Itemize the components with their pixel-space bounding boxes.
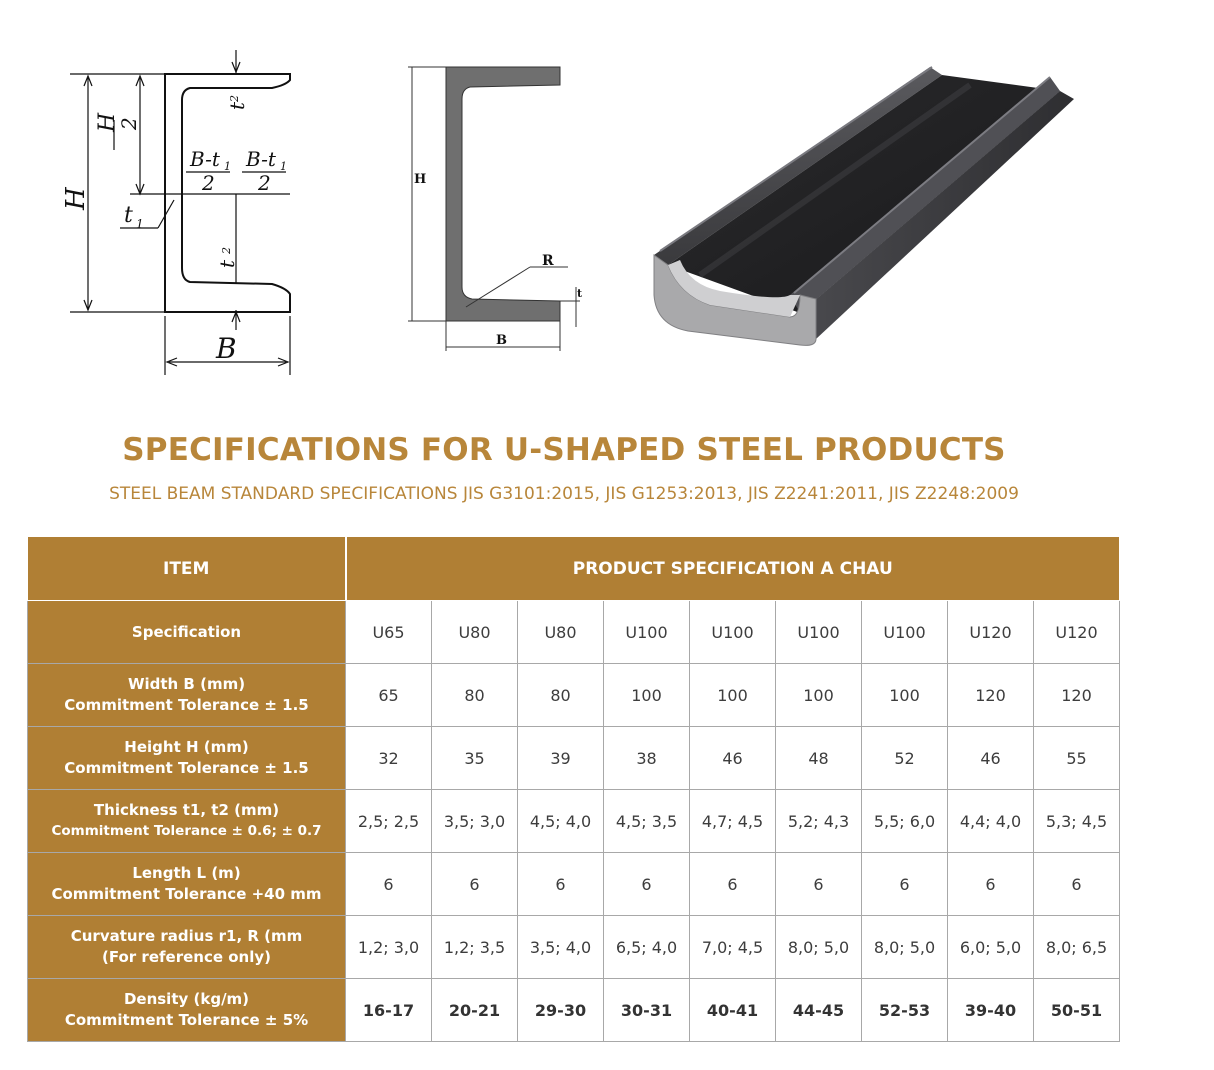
drawing-label-t2-top-sub: 2 [228, 95, 241, 102]
row-label-line2: Commitment Tolerance ± 1.5 [64, 759, 309, 777]
cell-specification-4: U100 [604, 601, 690, 664]
cell-density-7: 52-53 [862, 979, 948, 1042]
row-label-line2: Commitment Tolerance ± 0.6; ± 0.7 [51, 823, 322, 839]
profile-label-t: t [577, 287, 583, 300]
cell-width-1: 65 [346, 664, 432, 727]
cell-height-4: 38 [604, 727, 690, 790]
cell-width-2: 80 [432, 664, 518, 727]
cell-length-1: 6 [346, 853, 432, 916]
cell-specification-7: U100 [862, 601, 948, 664]
row-label-line2: (For reference only) [102, 948, 271, 966]
cell-length-4: 6 [604, 853, 690, 916]
cell-thickness-8: 4,4; 4,0 [948, 790, 1034, 853]
cell-height-1: 32 [346, 727, 432, 790]
drawing-label-t2-bottom: t [215, 259, 239, 268]
cell-height-6: 48 [776, 727, 862, 790]
drawing-label-bt-right-den: 2 [258, 171, 271, 195]
drawing-label-bt-left-sub: 1 [224, 160, 231, 173]
cell-specification-5: U100 [690, 601, 776, 664]
header-item: ITEM [28, 537, 346, 601]
table-header-row [28, 537, 1120, 601]
cell-width-6: 100 [776, 664, 862, 727]
cell-specification-3: U80 [518, 601, 604, 664]
cell-specification-2: U80 [432, 601, 518, 664]
cell-density-8: 39-40 [948, 979, 1034, 1042]
cell-thickness-4: 4,5; 3,5 [604, 790, 690, 853]
steel-channel-photo [640, 55, 1080, 355]
drawing-label-h-half-den: 2 [117, 117, 141, 130]
cell-density-6: 44-45 [776, 979, 862, 1042]
cell-length-7: 6 [862, 853, 948, 916]
cell-height-5: 46 [690, 727, 776, 790]
table-row-curvature-radius [28, 916, 1120, 979]
drawing-label-bt-left-den: 2 [202, 171, 215, 195]
cell-curvature-radius-2: 1,2; 3,5 [432, 916, 518, 979]
channel-profile-drawing [400, 55, 600, 355]
row-label-density [28, 979, 346, 1042]
cell-height-8: 46 [948, 727, 1034, 790]
drawing-label-t2-bottom-sub: 2 [220, 247, 233, 254]
table-row-density [28, 979, 1120, 1042]
row-label-line1: Length L (m) [132, 864, 241, 882]
profile-label-r: R [542, 253, 554, 269]
cell-specification-8: U120 [948, 601, 1034, 664]
drawing-label-bt-left-num: B-t [190, 147, 220, 171]
cell-height-7: 52 [862, 727, 948, 790]
cell-thickness-7: 5,5; 6,0 [862, 790, 948, 853]
cell-thickness-2: 3,5; 3,0 [432, 790, 518, 853]
table-row-specification [28, 601, 1120, 664]
row-label-curvature-radius [28, 916, 346, 979]
drawing-label-t2-top: t [225, 101, 249, 110]
cell-specification-9: U120 [1034, 601, 1120, 664]
table-row-length [28, 853, 1120, 916]
row-label-line1: Height H (mm) [124, 738, 249, 756]
row-label-line2: Commitment Tolerance ± 1.5 [64, 696, 309, 714]
cell-width-4: 100 [604, 664, 690, 727]
cell-density-1: 16-17 [346, 979, 432, 1042]
cell-thickness-6: 5,2; 4,3 [776, 790, 862, 853]
cell-curvature-radius-1: 1,2; 3,0 [346, 916, 432, 979]
drawing-label-bt-right-sub: 1 [280, 160, 287, 173]
cell-length-3: 6 [518, 853, 604, 916]
row-label-line2: Commitment Tolerance ± 5% [64, 1011, 309, 1029]
cell-thickness-9: 5,3; 4,5 [1034, 790, 1120, 853]
drawing-label-bt-right-num: B-t [246, 147, 276, 171]
cell-thickness-5: 4,7; 4,5 [690, 790, 776, 853]
cell-density-9: 50-51 [1034, 979, 1120, 1042]
cell-curvature-radius-3: 3,5; 4,0 [518, 916, 604, 979]
page-title: SPECIFICATIONS FOR U-SHAPED STEEL PRODUCTS [122, 432, 1006, 468]
cell-thickness-3: 4,5; 4,0 [518, 790, 604, 853]
row-label-specification [28, 601, 346, 664]
cell-density-3: 29-30 [518, 979, 604, 1042]
row-label-thickness [28, 790, 346, 853]
drawing-label-h: H [61, 187, 91, 210]
row-label-line2: Commitment Tolerance +40 mm [51, 885, 322, 903]
row-label-line1: Width B (mm) [127, 675, 246, 693]
cell-curvature-radius-8: 6,0; 5,0 [948, 916, 1034, 979]
drawing-label-t1-sub: 1 [136, 217, 144, 231]
cell-density-2: 20-21 [432, 979, 518, 1042]
cell-specification-6: U100 [776, 601, 862, 664]
cell-width-7: 100 [862, 664, 948, 727]
row-label-line1: Specification [131, 622, 242, 641]
cell-curvature-radius-6: 8,0; 5,0 [776, 916, 862, 979]
cell-curvature-radius-9: 8,0; 6,5 [1034, 916, 1120, 979]
cell-length-2: 6 [432, 853, 518, 916]
row-label-line1: Thickness t1, t2 (mm) [93, 801, 280, 819]
cell-height-2: 35 [432, 727, 518, 790]
table-row-width [28, 664, 1120, 727]
table-row-height [28, 727, 1120, 790]
cell-specification-1: U65 [346, 601, 432, 664]
cell-length-9: 6 [1034, 853, 1120, 916]
cell-length-8: 6 [948, 853, 1034, 916]
cell-length-6: 6 [776, 853, 862, 916]
cell-density-4: 30-31 [604, 979, 690, 1042]
row-label-height [28, 727, 346, 790]
cell-width-9: 120 [1034, 664, 1120, 727]
specification-table [27, 536, 1120, 1042]
cell-width-3: 80 [518, 664, 604, 727]
cell-length-5: 6 [690, 853, 776, 916]
cell-width-8: 120 [948, 664, 1034, 727]
row-label-line1: Density (kg/m) [123, 990, 250, 1008]
profile-label-h: H [414, 172, 427, 187]
drawing-label-t1: t [124, 203, 133, 228]
drawing-label-b: B [216, 332, 237, 365]
cell-height-3: 39 [518, 727, 604, 790]
cell-curvature-radius-5: 7,0; 4,5 [690, 916, 776, 979]
cell-height-9: 55 [1034, 727, 1120, 790]
channel-technical-drawing [40, 40, 310, 380]
cell-density-5: 40-41 [690, 979, 776, 1042]
drawing-label-h-half-num: H [95, 112, 120, 132]
table-row-thickness [28, 790, 1120, 853]
cell-width-5: 100 [690, 664, 776, 727]
header-product-specification: PRODUCT SPECIFICATION A CHAU [346, 537, 1120, 601]
row-label-line1: Curvature radius r1, R (mm [70, 927, 303, 945]
row-label-length [28, 853, 346, 916]
row-label-width [28, 664, 346, 727]
page-subtitle: STEEL BEAM STANDARD SPECIFICATIONS JIS G3101:2015, JIS G1253:2013, JIS Z2241:2011, JIS Z2248:2009 [109, 484, 1019, 504]
cell-curvature-radius-4: 6,5; 4,0 [604, 916, 690, 979]
cell-curvature-radius-7: 8,0; 5,0 [862, 916, 948, 979]
cell-thickness-1: 2,5; 2,5 [346, 790, 432, 853]
profile-label-b: B [496, 333, 507, 348]
